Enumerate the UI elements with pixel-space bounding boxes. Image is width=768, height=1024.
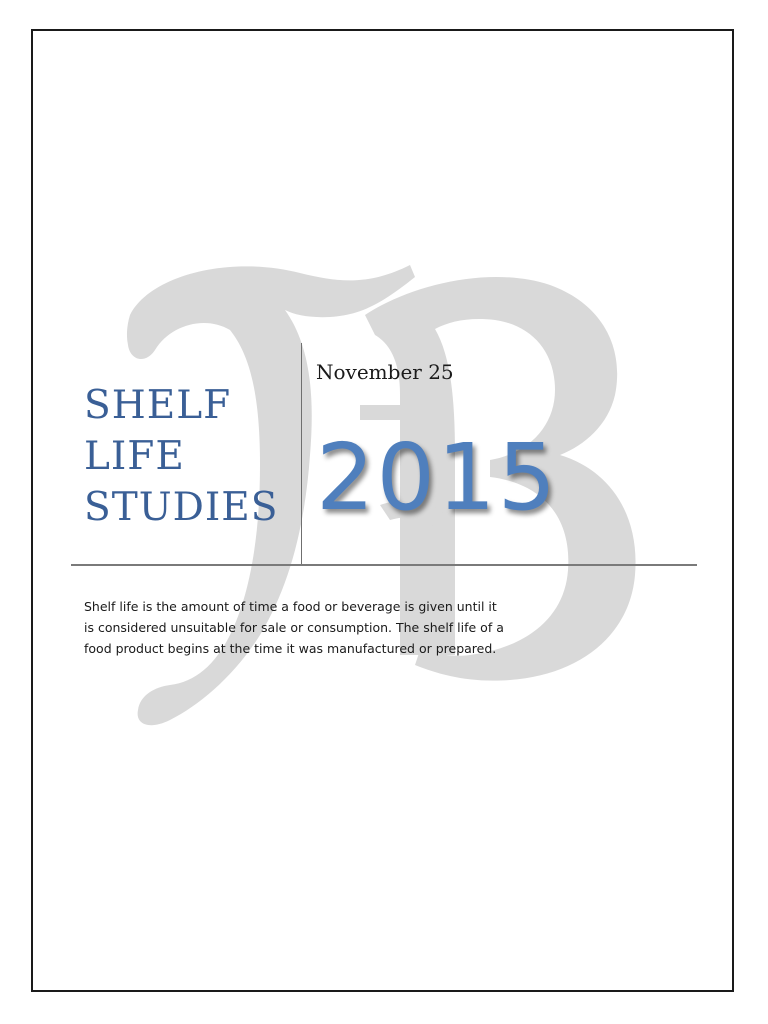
date-year: 2015 (316, 424, 559, 531)
title-line-3: STUDIES (84, 485, 279, 530)
vertical-divider (301, 343, 302, 565)
title-line-1: SHELF (84, 383, 232, 428)
abstract-text: Shelf life is the amount of time a food or beverage is given until it is considered unsuitable for sale or consumption. The shelf life of a food product begins at the time it was manufactured or prepared. (84, 599, 504, 656)
title-line-2: LIFE (84, 434, 185, 479)
document-title (84, 380, 294, 533)
date-month-day: November 25 (316, 360, 454, 384)
horizontal-divider (71, 564, 697, 566)
